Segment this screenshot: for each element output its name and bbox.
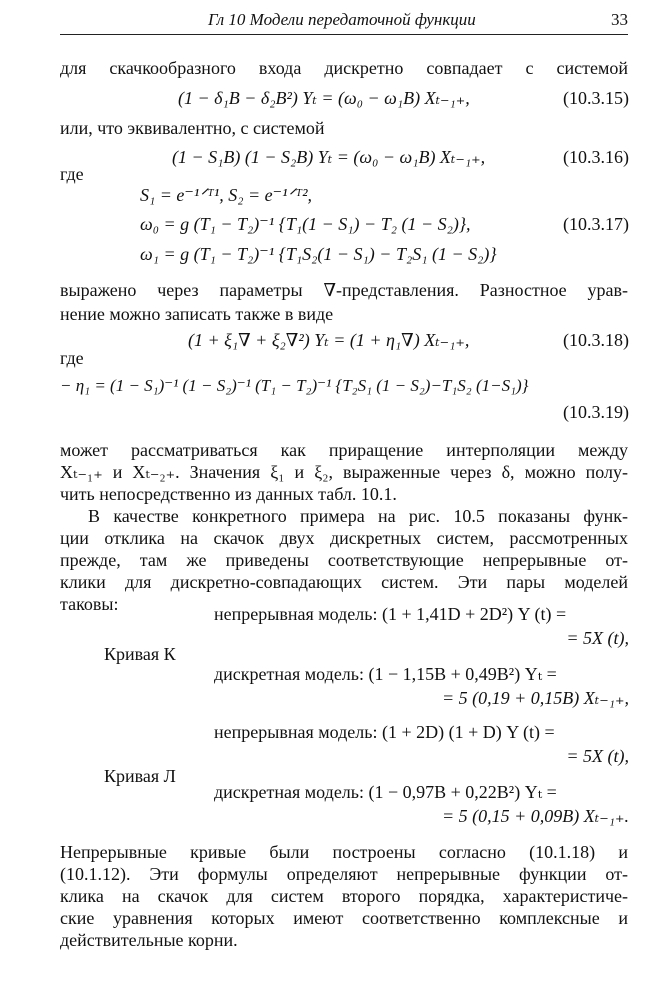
paragraph-line: (10.1.12). Эти формулы определяют непрерывные функции от- xyxy=(60,864,628,884)
equation-number: (10.3.16) xyxy=(563,147,629,167)
running-header xyxy=(60,8,628,35)
curve-k-continuous-model: непрерывная модель: (1 + 1,41D + 2D²) Y (t) = xyxy=(214,604,567,624)
curve-k-continuous-rhs: = 5X (t), xyxy=(566,628,629,648)
curve-k-discrete-model: дискретная модель: (1 − 1,15B + 0,49B²) Yₜ = xyxy=(214,664,557,684)
curve-l-label: Кривая Л xyxy=(104,766,176,786)
equation-10-3-15: (1 − δ₁B − δ₂B²) Yₜ = (ω₀ − ω₁B) Xₜ₋₁₊, xyxy=(178,88,470,108)
curve-l-discrete-rhs: = 5 (0,15 + 0,09B) Xₜ₋₁₊. xyxy=(442,806,629,826)
where-label: где xyxy=(60,164,84,184)
page-number: 33 xyxy=(611,10,628,29)
paragraph-line: В качестве конкретного примера на рис. 10.5 показаны функ- xyxy=(88,506,628,526)
equation-number: (10.3.17) xyxy=(563,214,629,234)
paragraph-line: ции отклика на скачок двух дискретных систем, рассмотренных xyxy=(60,528,628,548)
paragraph-line: клика на скачок для систем второго порядка, характеристиче- xyxy=(60,886,628,906)
equation-10-3-19: − η₁ = (1 − S₁)⁻¹ (1 − S₂)⁻¹ (T₁ − T₂)⁻¹ {T₂S₁ (1 − S₂)−T₁S₂ (1−S₁)} xyxy=(60,376,529,395)
paragraph-line: Xₜ₋₁₊ и Xₜ₋₂₊. Значения ξ₁ и ξ₂, выраженные через δ, можно полу- xyxy=(60,462,628,482)
paragraph-line: ские уравнения которых имеют соответственно комплексные и xyxy=(60,908,628,928)
equation-10-3-18: (1 + ξ₁∇ + ξ₂∇²) Yₜ = (1 + η₁∇) Xₜ₋₁₊, xyxy=(188,330,470,350)
paragraph-line: чить непосредственно из данных табл. 10.1. xyxy=(60,484,397,504)
paragraph-line: или, что эквивалентно, с системой xyxy=(60,118,325,138)
equation-number: (10.3.19) xyxy=(563,402,629,422)
paragraph-line: нение можно записать также в виде xyxy=(60,304,334,324)
paragraph-line: действительные корни. xyxy=(60,930,238,950)
equation-number: (10.3.15) xyxy=(563,88,629,108)
paragraph-line: прежде, там же приведены соответствующие непрерывные от- xyxy=(60,550,628,570)
equation-omega1: ω₁ = g (T₁ − T₂)⁻¹ {T₁S₂(1 − S₁) − T₂S₁ (1 − S₂)} xyxy=(140,244,497,264)
curve-k-discrete-rhs: = 5 (0,19 + 0,15B) Xₜ₋₁₊, xyxy=(442,688,629,708)
equation-10-3-16: (1 − S₁B) (1 − S₂B) Yₜ = (ω₀ − ω₁B) Xₜ₋₁₊, xyxy=(172,147,486,167)
paragraph-line: выражено через параметры ∇-представления. Разностное урав- xyxy=(60,280,628,300)
paragraph-line: клики для дискретно-совпадающих систем. Эти пары моделей xyxy=(60,572,628,592)
equation-omega0: ω₀ = g (T₁ − T₂)⁻¹ {T₁(1 − S₁) − T₂ (1 − S₂)}, xyxy=(140,214,471,234)
paragraph-line: Непрерывные кривые были построены согласно (10.1.18) и xyxy=(60,842,628,862)
where-label: где xyxy=(60,348,84,368)
header-title: Гл 10 Модели передаточной функции xyxy=(208,10,476,29)
equation-s-defs: S₁ = e⁻¹ᐟᵀ¹, S₂ = e⁻¹ᐟᵀ², xyxy=(140,185,313,205)
curve-k-label: Кривая К xyxy=(104,644,176,664)
paragraph-line: может рассматриваться как приращение интерполяции между xyxy=(60,440,628,460)
paragraph-line: таковы: xyxy=(60,594,119,614)
equation-number: (10.3.18) xyxy=(563,330,629,350)
curve-l-discrete-model: дискретная модель: (1 − 0,97B + 0,22B²) Yₜ = xyxy=(214,782,557,802)
paragraph-line: для скачкообразного входа дискретно совпадает с системой xyxy=(60,58,628,78)
curve-l-continuous-model: непрерывная модель: (1 + 2D) (1 + D) Y (t) = xyxy=(214,722,555,742)
curve-l-continuous-rhs: = 5X (t), xyxy=(566,746,629,766)
